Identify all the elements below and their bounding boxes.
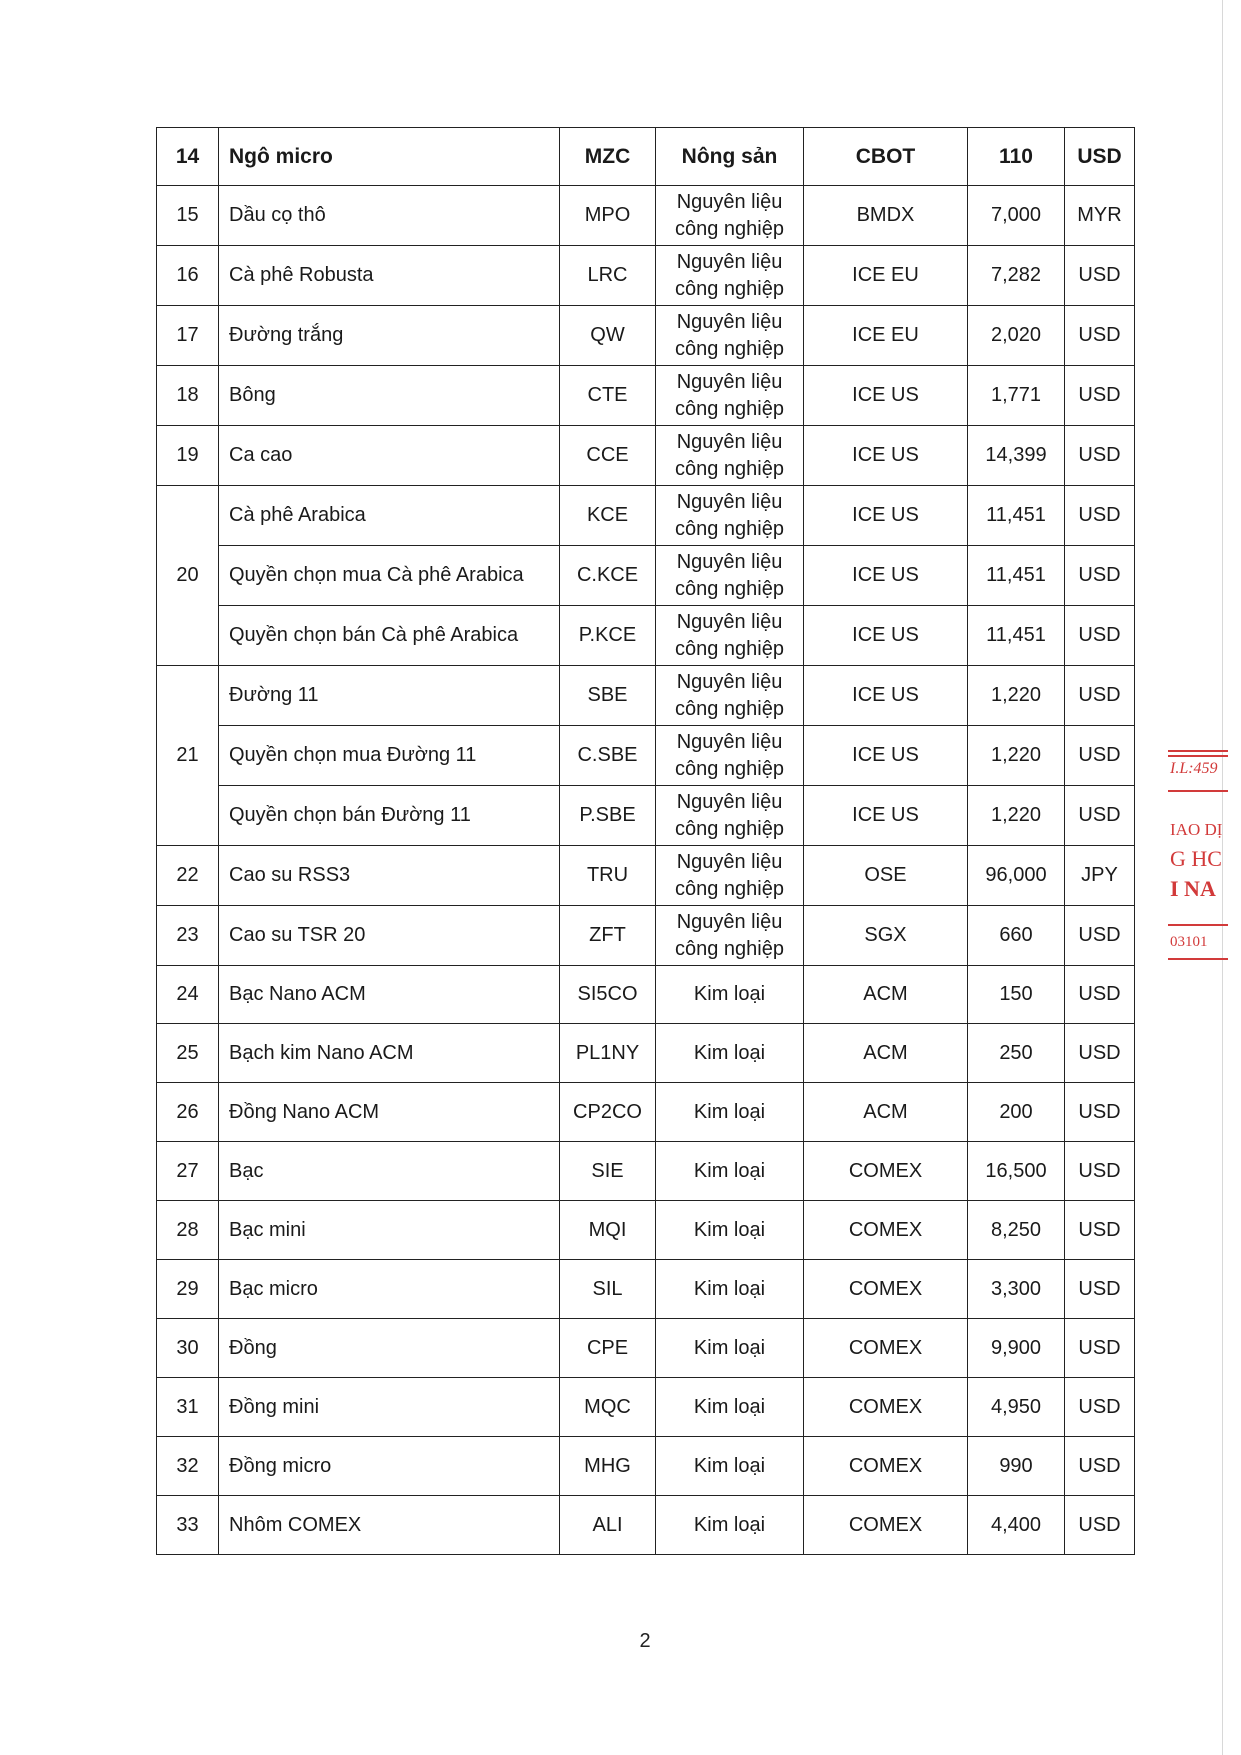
table-row: [157, 186, 1135, 246]
stamp-text: G HC: [1170, 846, 1222, 871]
cell-code: SBE: [560, 666, 656, 726]
cell-name: Quyền chọn bán Cà phê Arabica: [219, 606, 560, 666]
cell-group: Nguyên liệu công nghiệp: [656, 546, 804, 606]
cell-margin: 7,000: [968, 186, 1065, 246]
cell-stt: 29: [157, 1260, 219, 1319]
cell-currency: USD: [1065, 128, 1135, 186]
cell-name: Bông: [219, 366, 560, 426]
cell-stt: 26: [157, 1083, 219, 1142]
cell-name: Bạc micro: [219, 1260, 560, 1319]
cell-currency: USD: [1065, 1260, 1135, 1319]
cell-exchange: BMDX: [804, 186, 968, 246]
cell-code: SI5CO: [560, 966, 656, 1024]
cell-stt: 33: [157, 1496, 219, 1555]
cell-stt: 19: [157, 426, 219, 486]
cell-name: Quyền chọn bán Đường 11: [219, 786, 560, 846]
cell-name: Đồng: [219, 1319, 560, 1378]
cell-stt: 31: [157, 1378, 219, 1437]
cell-currency: USD: [1065, 906, 1135, 966]
table-row: [157, 1142, 1135, 1201]
cell-code: SIE: [560, 1142, 656, 1201]
table-row: [157, 966, 1135, 1024]
cell-margin: 1,220: [968, 726, 1065, 786]
cell-name: Nhôm COMEX: [219, 1496, 560, 1555]
cell-stt: 27: [157, 1142, 219, 1201]
cell-name: Dầu cọ thô: [219, 186, 560, 246]
cell-group: Kim loại: [656, 1437, 804, 1496]
cell-margin: 660: [968, 906, 1065, 966]
table-row: [157, 846, 1135, 906]
cell-group: Nông sản: [656, 128, 804, 186]
cell-group: Kim loại: [656, 1142, 804, 1201]
cell-code: MHG: [560, 1437, 656, 1496]
cell-margin: 3,300: [968, 1260, 1065, 1319]
cell-group: Kim loại: [656, 1496, 804, 1555]
cell-code: CCE: [560, 426, 656, 486]
cell-group: Nguyên liệu công nghiệp: [656, 606, 804, 666]
cell-name: Cao su TSR 20: [219, 906, 560, 966]
cell-group: Nguyên liệu công nghiệp: [656, 906, 804, 966]
cell-code: C.SBE: [560, 726, 656, 786]
cell-name: Ngô micro: [219, 128, 560, 186]
cell-name: Cà phê Robusta: [219, 246, 560, 306]
cell-exchange: COMEX: [804, 1437, 968, 1496]
cell-margin: 16,500: [968, 1142, 1065, 1201]
cell-name: Bạc: [219, 1142, 560, 1201]
stamp-text: I NA: [1170, 876, 1216, 901]
table-row: [157, 906, 1135, 966]
table-row: [157, 1437, 1135, 1496]
cell-exchange: ICE US: [804, 726, 968, 786]
stamp-text: IAO DỊ: [1170, 820, 1223, 839]
cell-currency: USD: [1065, 1378, 1135, 1437]
table-row: [157, 128, 1135, 186]
table-row: [157, 606, 1135, 666]
cell-stt: 30: [157, 1319, 219, 1378]
cell-code: MQC: [560, 1378, 656, 1437]
cell-code: MZC: [560, 128, 656, 186]
margin-table: [156, 127, 1135, 1555]
cell-exchange: CBOT: [804, 128, 968, 186]
cell-currency: USD: [1065, 306, 1135, 366]
red-seal-stamp: [1168, 738, 1228, 978]
cell-currency: USD: [1065, 966, 1135, 1024]
cell-currency: USD: [1065, 1024, 1135, 1083]
cell-margin: 11,451: [968, 486, 1065, 546]
cell-exchange: COMEX: [804, 1260, 968, 1319]
cell-name: Đường 11: [219, 666, 560, 726]
cell-margin: 14,399: [968, 426, 1065, 486]
cell-code: KCE: [560, 486, 656, 546]
cell-group: Nguyên liệu công nghiệp: [656, 846, 804, 906]
table-row: [157, 1201, 1135, 1260]
cell-code: P.SBE: [560, 786, 656, 846]
cell-margin: 990: [968, 1437, 1065, 1496]
cell-name: Đồng Nano ACM: [219, 1083, 560, 1142]
cell-group: Kim loại: [656, 1260, 804, 1319]
cell-exchange: ICE EU: [804, 306, 968, 366]
cell-group: Kim loại: [656, 966, 804, 1024]
cell-margin: 7,282: [968, 246, 1065, 306]
cell-group: Nguyên liệu công nghiệp: [656, 666, 804, 726]
cell-exchange: ICE US: [804, 786, 968, 846]
cell-margin: 4,400: [968, 1496, 1065, 1555]
table-row: [157, 306, 1135, 366]
cell-margin: 11,451: [968, 546, 1065, 606]
cell-group: Kim loại: [656, 1083, 804, 1142]
cell-stt: 28: [157, 1201, 219, 1260]
cell-currency: USD: [1065, 726, 1135, 786]
cell-currency: USD: [1065, 786, 1135, 846]
cell-currency: USD: [1065, 1083, 1135, 1142]
cell-code: CPE: [560, 1319, 656, 1378]
cell-exchange: COMEX: [804, 1378, 968, 1437]
cell-margin: 11,451: [968, 606, 1065, 666]
cell-currency: USD: [1065, 1201, 1135, 1260]
cell-name: Đồng micro: [219, 1437, 560, 1496]
cell-group: Nguyên liệu công nghiệp: [656, 366, 804, 426]
cell-exchange: ACM: [804, 966, 968, 1024]
cell-margin: 200: [968, 1083, 1065, 1142]
cell-name: Đồng mini: [219, 1378, 560, 1437]
cell-stt: 17: [157, 306, 219, 366]
table-row: [157, 1319, 1135, 1378]
cell-name: Bạc mini: [219, 1201, 560, 1260]
cell-currency: USD: [1065, 666, 1135, 726]
cell-code: CP2CO: [560, 1083, 656, 1142]
cell-exchange: SGX: [804, 906, 968, 966]
cell-stt: 32: [157, 1437, 219, 1496]
cell-stt: 23: [157, 906, 219, 966]
cell-group: Nguyên liệu công nghiệp: [656, 486, 804, 546]
cell-code: MQI: [560, 1201, 656, 1260]
cell-currency: MYR: [1065, 186, 1135, 246]
cell-group: Kim loại: [656, 1201, 804, 1260]
table-row: [157, 1260, 1135, 1319]
table-row: [157, 486, 1135, 546]
cell-exchange: ICE US: [804, 426, 968, 486]
table-row: [157, 546, 1135, 606]
cell-name: Quyền chọn mua Đường 11: [219, 726, 560, 786]
cell-name: Bạch kim Nano ACM: [219, 1024, 560, 1083]
page-number: 2: [639, 1630, 651, 1652]
cell-exchange: ICE US: [804, 606, 968, 666]
cell-stt: 20: [157, 486, 219, 666]
cell-currency: USD: [1065, 366, 1135, 426]
cell-margin: 1,220: [968, 666, 1065, 726]
cell-margin: 4,950: [968, 1378, 1065, 1437]
table-row: [157, 1378, 1135, 1437]
cell-exchange: ACM: [804, 1024, 968, 1083]
cell-group: Nguyên liệu công nghiệp: [656, 726, 804, 786]
cell-stt: 15: [157, 186, 219, 246]
cell-currency: USD: [1065, 1437, 1135, 1496]
table-row: [157, 726, 1135, 786]
cell-margin: 9,900: [968, 1319, 1065, 1378]
cell-stt: 25: [157, 1024, 219, 1083]
cell-group: Nguyên liệu công nghiệp: [656, 246, 804, 306]
table-row: [157, 426, 1135, 486]
table-row: [157, 786, 1135, 846]
cell-name: Cao su RSS3: [219, 846, 560, 906]
cell-margin: 1,220: [968, 786, 1065, 846]
table-row: [157, 366, 1135, 426]
cell-group: Kim loại: [656, 1319, 804, 1378]
cell-currency: USD: [1065, 1496, 1135, 1555]
stamp-text: I.L:459: [1170, 760, 1218, 777]
cell-exchange: COMEX: [804, 1142, 968, 1201]
cell-exchange: OSE: [804, 846, 968, 906]
cell-exchange: ICE US: [804, 486, 968, 546]
table-row: [157, 1024, 1135, 1083]
cell-code: SIL: [560, 1260, 656, 1319]
cell-code: CTE: [560, 366, 656, 426]
cell-currency: USD: [1065, 606, 1135, 666]
cell-code: LRC: [560, 246, 656, 306]
stamp-text: 03101: [1170, 934, 1208, 950]
cell-stt: 22: [157, 846, 219, 906]
cell-code: PL1NY: [560, 1024, 656, 1083]
table-row: [157, 1083, 1135, 1142]
cell-code: ZFT: [560, 906, 656, 966]
cell-stt: 14: [157, 128, 219, 186]
cell-exchange: ICE US: [804, 666, 968, 726]
cell-group: Kim loại: [656, 1378, 804, 1437]
cell-currency: USD: [1065, 1142, 1135, 1201]
table-row: [157, 246, 1135, 306]
cell-currency: JPY: [1065, 846, 1135, 906]
cell-stt: 24: [157, 966, 219, 1024]
cell-group: Kim loại: [656, 1024, 804, 1083]
cell-group: Nguyên liệu công nghiệp: [656, 306, 804, 366]
cell-name: Đường trắng: [219, 306, 560, 366]
cell-name: Ca cao: [219, 426, 560, 486]
cell-code: P.KCE: [560, 606, 656, 666]
cell-exchange: COMEX: [804, 1319, 968, 1378]
cell-name: Quyền chọn mua Cà phê Arabica: [219, 546, 560, 606]
cell-exchange: ICE EU: [804, 246, 968, 306]
cell-group: Nguyên liệu công nghiệp: [656, 786, 804, 846]
cell-exchange: ICE US: [804, 546, 968, 606]
cell-code: QW: [560, 306, 656, 366]
cell-margin: 8,250: [968, 1201, 1065, 1260]
cell-stt: 21: [157, 666, 219, 846]
cell-margin: 110: [968, 128, 1065, 186]
cell-currency: USD: [1065, 486, 1135, 546]
cell-exchange: ICE US: [804, 366, 968, 426]
cell-stt: 18: [157, 366, 219, 426]
cell-stt: 16: [157, 246, 219, 306]
cell-margin: 2,020: [968, 306, 1065, 366]
cell-margin: 1,771: [968, 366, 1065, 426]
table-row: [157, 1496, 1135, 1555]
cell-code: MPO: [560, 186, 656, 246]
cell-code: TRU: [560, 846, 656, 906]
cell-exchange: COMEX: [804, 1496, 968, 1555]
cell-margin: 250: [968, 1024, 1065, 1083]
cell-exchange: ACM: [804, 1083, 968, 1142]
cell-name: Cà phê Arabica: [219, 486, 560, 546]
cell-group: Nguyên liệu công nghiệp: [656, 426, 804, 486]
cell-currency: USD: [1065, 546, 1135, 606]
cell-group: Nguyên liệu công nghiệp: [656, 186, 804, 246]
cell-currency: USD: [1065, 246, 1135, 306]
cell-margin: 150: [968, 966, 1065, 1024]
cell-currency: USD: [1065, 426, 1135, 486]
cell-code: C.KCE: [560, 546, 656, 606]
cell-currency: USD: [1065, 1319, 1135, 1378]
cell-margin: 96,000: [968, 846, 1065, 906]
cell-exchange: COMEX: [804, 1201, 968, 1260]
cell-code: ALI: [560, 1496, 656, 1555]
cell-name: Bạc Nano ACM: [219, 966, 560, 1024]
table-row: [157, 666, 1135, 726]
